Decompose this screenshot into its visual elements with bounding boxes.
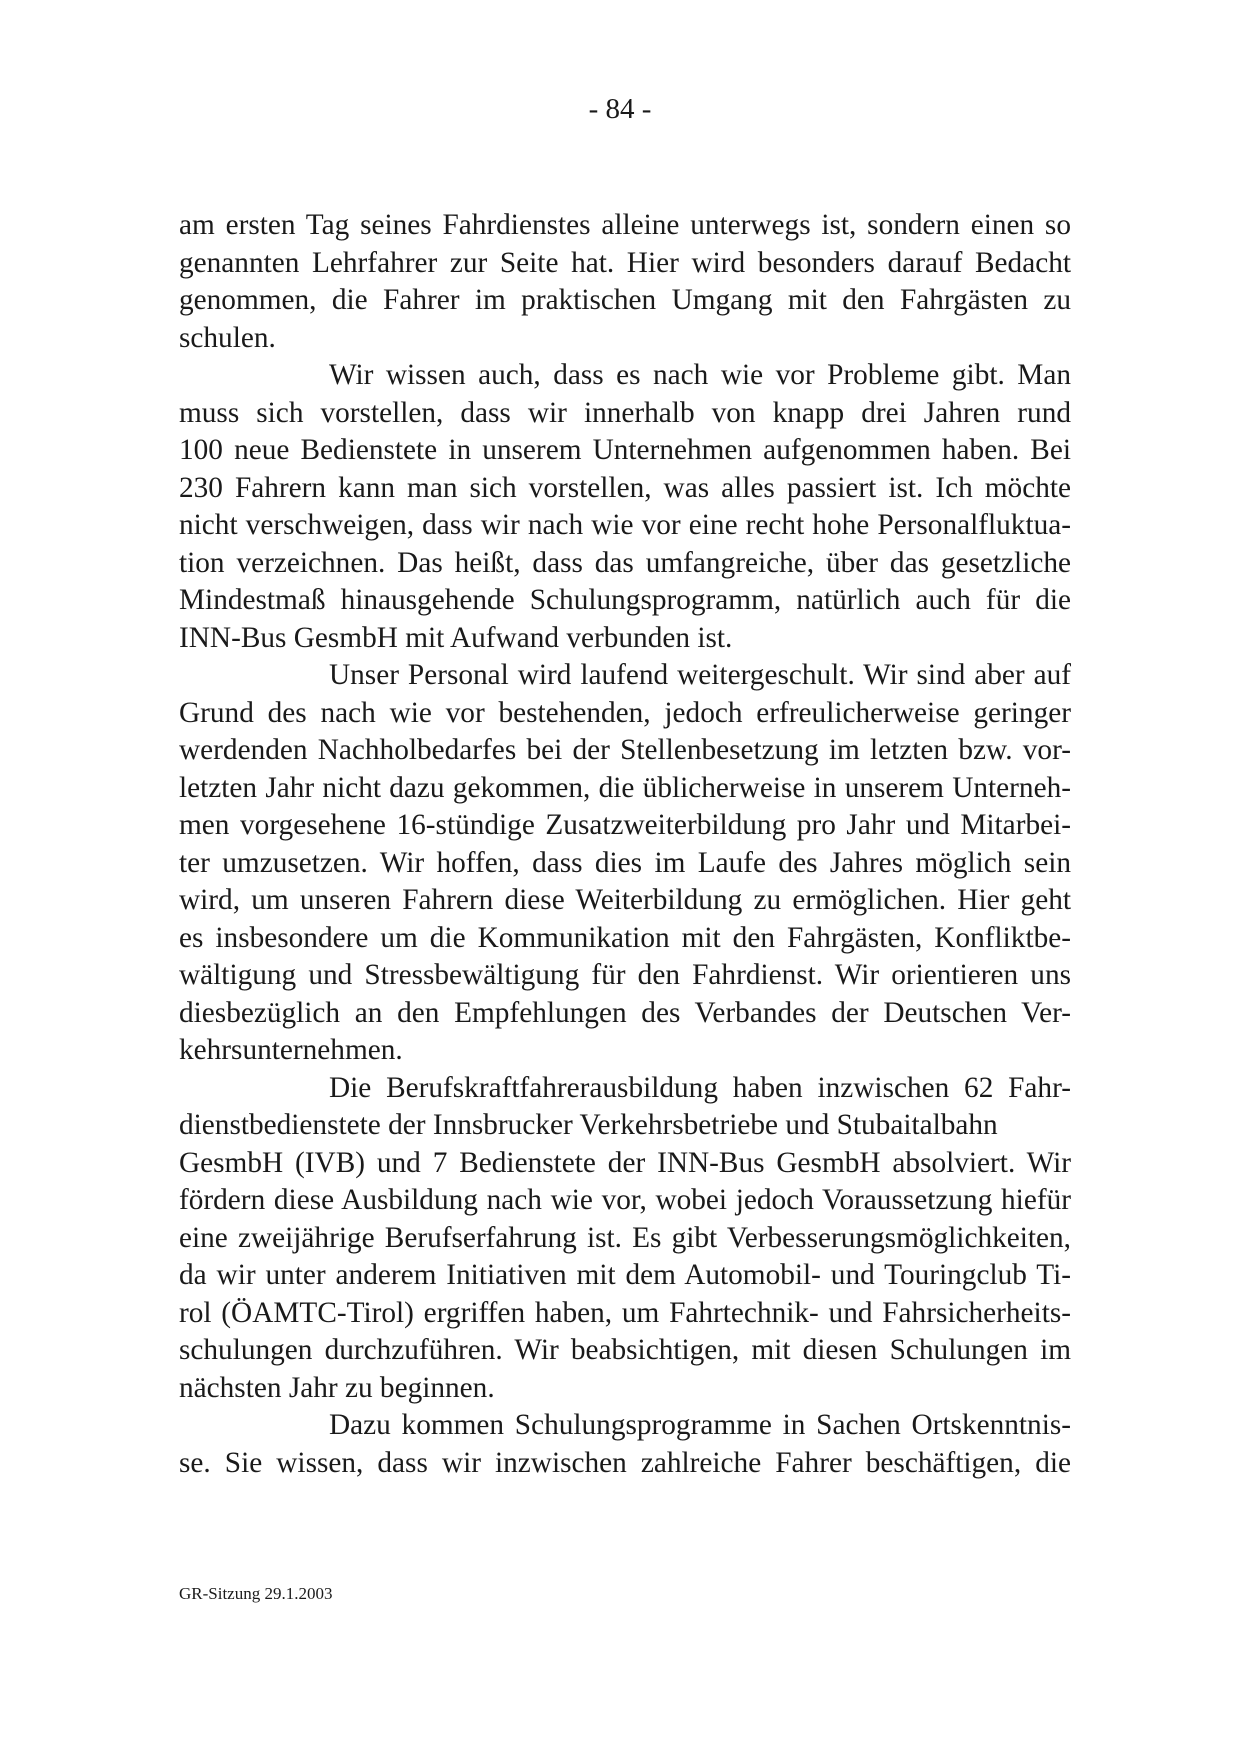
text-line: es insbesondere um die Kommunikation mit den Fahrgästen, Konfliktbe- <box>179 921 1071 954</box>
text-line: genommen, die Fahrer im praktischen Umgang mit den Fahrgästen zu <box>179 284 1071 316</box>
body-text <box>179 207 1071 1482</box>
text-line: nicht verschweigen, dass wir nach wie vor eine recht hohe Personalfluktua- <box>179 509 1071 541</box>
text-line: 230 Fahrern kann man sich vorstellen, was alles passiert ist. Ich möchte <box>179 471 1071 504</box>
text-line: Dazu kommen Schulungsprogramme in Sachen Ortskenntnis- <box>329 1409 1071 1441</box>
text-line: Unser Personal wird laufend weitergeschult. Wir sind aber auf <box>329 659 1071 691</box>
page-number: - 84 - <box>588 93 652 125</box>
text-line: muss sich vorstellen, dass wir innerhalb von knapp drei Jahren rund <box>179 396 1071 429</box>
text-line: eine zweijährige Berufserfahrung ist. Es gibt Verbesserungsmöglichkeiten, <box>179 1221 1071 1254</box>
text-line: genannten Lehrfahrer zur Seite hat. Hier wird besonders darauf Bedacht <box>179 246 1071 279</box>
text-line: diesbezüglich an den Empfehlungen des Verbandes der Deutschen Ver- <box>179 996 1071 1029</box>
text-line: se. Sie wissen, dass wir inzwischen zahlreiche Fahrer beschäftigen, die <box>179 1446 1071 1479</box>
text-line: kehrsunternehmen. <box>179 1034 403 1066</box>
text-line: am ersten Tag seines Fahrdienstes alleine unterwegs ist, sondern einen so <box>179 209 1071 241</box>
text-line: rol (ÖAMTC-Tirol) ergriffen haben, um Fahrtechnik- und Fahrsicherheits- <box>179 1296 1071 1329</box>
text-line: Grund des nach wie vor bestehenden, jedoch erfreulicherweise geringer <box>179 696 1071 729</box>
text-line: wältigung und Stressbewältigung für den Fahrdienst. Wir orientieren uns <box>179 959 1071 991</box>
text-line: Die Berufskraftfahrerausbildung haben inzwischen 62 Fahr- <box>329 1071 1071 1104</box>
text-line: ter umzusetzen. Wir hoffen, dass dies im Laufe des Jahres möglich sein <box>179 846 1071 879</box>
text-line: schulungen durchzuführen. Wir beabsichtigen, mit diesen Schulungen im <box>179 1334 1071 1366</box>
text-line: Wir wissen auch, dass es nach wie vor Probleme gibt. Man <box>329 359 1071 391</box>
text-line: men vorgesehene 16-stündige Zusatzweiterbildung pro Jahr und Mitarbei- <box>179 809 1071 841</box>
text-line: 100 neue Bedienstete in unserem Unternehmen aufgenommen haben. Bei <box>179 434 1071 466</box>
text-line: Mindestmaß hinausgehende Schulungsprogramm, natürlich auch für die <box>179 584 1071 616</box>
text-line: tion verzeichnen. Das heißt, dass das umfangreiche, über das gesetzliche <box>179 546 1071 579</box>
text-line: GesmbH (IVB) und 7 Bedienstete der INN-Bus GesmbH absolviert. Wir <box>179 1146 1071 1179</box>
text-line: werdenden Nachholbedarfes bei der Stellenbesetzung im letzten bzw. vor- <box>179 734 1071 766</box>
text-line: fördern diese Ausbildung nach wie vor, wobei jedoch Voraussetzung hiefür <box>179 1184 1071 1216</box>
text-line: wird, um unseren Fahrern diese Weiterbildung zu ermöglichen. Hier geht <box>179 884 1071 916</box>
text-line: nächsten Jahr zu beginnen. <box>179 1371 495 1404</box>
text-line: da wir unter anderem Initiativen mit dem Automobil- und Touringclub Ti- <box>179 1259 1071 1291</box>
text-line: INN-Bus GesmbH mit Aufwand verbunden ist. <box>179 621 733 654</box>
text-line: letzten Jahr nicht dazu gekommen, die üblicherweise in unserem Unterneh- <box>179 771 1071 804</box>
footer-session-date: GR-Sitzung 29.1.2003 <box>179 1584 333 1603</box>
text-line: dienstbedienstete der Innsbrucker Verkehrsbetriebe und Stubaitalbahn <box>179 1109 998 1141</box>
text-line: schulen. <box>179 321 276 354</box>
